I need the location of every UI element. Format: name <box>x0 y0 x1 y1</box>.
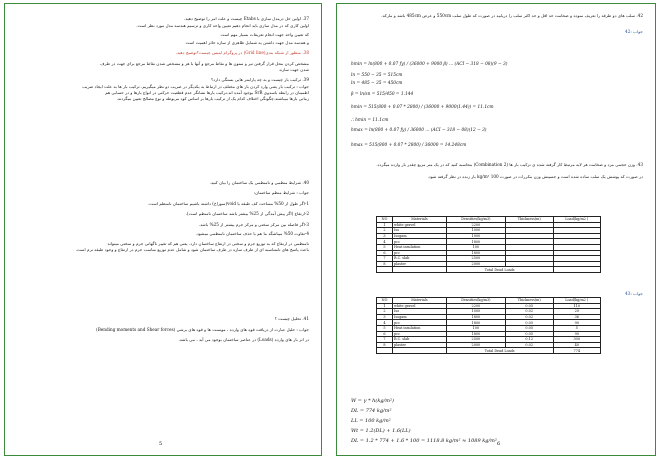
text-line: 40. شرایط منظمی و نامنظمی یک ساختمان را بیان کنید. <box>209 180 309 185</box>
total-value <box>553 267 601 273</box>
text-line: 39. ترکیب بار چیست و به چه پارامتر هایی بستگی دارد؟ <box>211 77 309 82</box>
materials-table-blank <box>376 216 601 273</box>
column-header: Load(kg/m2 ) <box>553 217 601 223</box>
text-line: 4-تفاوت 50% میباشگد ما هم با حذف ساختمان نامنظمی میشود. <box>195 231 309 236</box>
column-header: Thickness(m) <box>505 298 553 304</box>
formula-line: ln = 550 − 35 = 515cm <box>351 73 403 78</box>
table-cell: 2200 <box>446 222 505 228</box>
formula-line: ln = 485 − 35 = 450cm <box>351 81 403 86</box>
column-header: Materials <box>393 298 447 304</box>
total-label: Total Dead Loads <box>446 348 553 354</box>
table-cell: 2200 <box>446 303 505 309</box>
text-line: 3-اگر فاصله بین مرکز سختی و مرکز جرم بیشتر از 25% باشد. <box>198 222 309 227</box>
table-total-row <box>377 267 601 273</box>
table-cell: 1800 <box>446 250 505 256</box>
materials-table-filled <box>376 297 601 354</box>
column-header: Load(kg/m2 ) <box>553 298 601 304</box>
total-label: Total Dead Loads <box>446 267 553 273</box>
text-line: و هندسه مدل جهت داشتن یه شمایل ظاهری از سازه حائز اهمیت است <box>185 40 309 45</box>
text-line: اطمینان در رابطه باسدوی SrR بوجود آمده اند.ترکیب بارها نشانگر عدم قطعیت حرکتی در انواع بارها و در حسابی هم <box>105 90 309 95</box>
page-number: 5 <box>159 441 163 447</box>
table-cell: 90 <box>553 331 601 337</box>
page-6 <box>336 3 656 456</box>
table-cell: 1 <box>377 222 393 228</box>
table-cell: 1800 <box>446 239 505 245</box>
text-line: جواب : ترکیب بار یعنی وارد کردن بار های مختلف در ارتباط به یکدیگر در ضریب دو نظر میگیریم. ترکیب بار ها به علت ایجاد ضریب <box>82 84 309 89</box>
table-cell: 5 <box>553 325 601 331</box>
table-cell: 8 <box>377 342 393 348</box>
table-cell: plaster <box>393 342 447 348</box>
question-42: 42. سلب های دو طرفه را تعریف نموده و ضخامت حد اقل و حد اکثر سلب را دریابید در صورت که طول سلب 550cm و عرض 485cm باشد و مارکه. <box>381 13 643 18</box>
text-line: باعث پاسخ های نامتناسبه ای از طرف سازه در طرف ساختمان شود و شامل عدم توزیع مناسب جرم در ارتفاع و وجود طبقه نرم است. <box>75 247 309 252</box>
table-cell: 0.05 <box>505 331 553 337</box>
table-cell: 0.02 <box>505 314 553 320</box>
table-cell: 20 <box>553 309 601 315</box>
table-cell: Iso <box>393 228 447 234</box>
table-cell: 3 <box>377 314 393 320</box>
table-cell: 7 <box>377 256 393 262</box>
question-43-cont: در صورت که پوشش یک سلب ساده شده است و جسپتش وزن مکررات در صورت 100 kg/m² بار زنده در نظر گرفته شود. <box>427 174 643 179</box>
total-value: 774 <box>553 348 601 354</box>
table-cell: Isogam <box>393 233 447 239</box>
table-cell: 2000 <box>446 261 505 267</box>
table-cell: 2 <box>377 228 393 234</box>
table-cell: 2 <box>377 309 393 315</box>
table-cell: 5 <box>377 244 393 250</box>
text-line: 41. تحلیل چیست ؟ <box>274 316 309 321</box>
table-cell: Heat insulation <box>393 325 447 331</box>
table-cell: pcc <box>393 250 447 256</box>
table-cell: 100 <box>446 244 505 250</box>
table-cell: 2500 <box>446 337 505 343</box>
table-cell: 1800 <box>446 331 505 337</box>
table-cell: Heat insulation <box>393 244 447 250</box>
column-header: Densities(kg/m3) <box>446 298 505 304</box>
column-header: Thickness(m) <box>505 217 553 223</box>
text-line: در اثر بار های وارده (Loads) در عناصر ساختمان بوجود می آید ، می باشد. <box>178 337 309 342</box>
table-cell: 1 <box>377 303 393 309</box>
table-cell: 0.05 <box>505 325 553 331</box>
table-cell: 36 <box>553 314 601 320</box>
table-cell: 1000 <box>446 228 505 234</box>
table-cell: 1000 <box>446 233 505 239</box>
formula-line: hmin = 515(800 + 0.07 * 2800) / (36000 + 9000(1.44)) = 11.1cm <box>351 105 494 110</box>
formula-line: Wt = 1.2(DL) + 1.6(LL) <box>351 428 411 434</box>
table-cell <box>393 267 447 273</box>
table-cell: 8 <box>377 261 393 267</box>
page-number: 6 <box>497 441 501 447</box>
formula-line: DL = 1.2 * 774 + 1.6 * 100 = 1118.8 kg/m² ≈ 1089 kg/m² <box>351 438 497 444</box>
table-cell: R.C. slab <box>393 337 447 343</box>
table-cell: pcc <box>393 320 447 326</box>
column-header: NO <box>377 217 393 223</box>
table-cell: plaster <box>393 261 447 267</box>
table-cell: 6 <box>377 331 393 337</box>
table-cell <box>377 348 393 354</box>
table-cell: 3 <box>377 233 393 239</box>
table-cell <box>393 348 447 354</box>
table-cell: white gravel <box>393 222 447 228</box>
table-cell: Iso <box>393 309 447 315</box>
formula-line: DL = 774 kg/m² <box>351 408 392 414</box>
text-line: 37. اولین حل درمدل سازی با Etabs چیست و علت امر را توضیح دهید. <box>184 16 309 21</box>
table-cell: 1800 <box>446 320 505 326</box>
answer-43-label: جواب :43 <box>625 291 643 296</box>
table-cell: Isogam <box>393 314 447 320</box>
table-cell: 110 <box>553 303 601 309</box>
formula-line: hmin = ln(800 + 0.07 fy) / (36000 + 9000 β) ... (ACI − 318 − 08)(9 − 3) <box>351 62 508 67</box>
table-cell: 100 <box>446 325 505 331</box>
text-line: نامنظمی در ارتفاع که به توزیع جرم و سختی در ارتفاع ساختمان دارد. یعنی هم که تغییر ناگهانی جرم و سختی میتواند <box>107 241 309 246</box>
column-header: Materials <box>393 217 447 223</box>
table-cell: 2000 <box>446 342 505 348</box>
answer-42-label: جواب :42 <box>625 29 643 34</box>
table-cell: 0.02 <box>505 342 553 348</box>
table-cell: 5 <box>377 325 393 331</box>
text-line: 38. منظور از شبکه بندی(Grid line) در پروگرام ایتبس چیست؟توضیح دهید. <box>175 50 309 55</box>
column-header: NO <box>377 298 393 304</box>
table-cell: 1000 <box>446 309 505 315</box>
table-cell: 90 <box>553 320 601 326</box>
formula-line: hmax = ln(800 + 0.07 fy) / 36000 ... (ACI − 318 − 08)(12 − 3) <box>351 128 487 133</box>
page-5 <box>4 3 322 456</box>
table-cell <box>377 267 393 273</box>
table-cell: 4 <box>377 320 393 326</box>
table-cell: 0.02 <box>505 309 553 315</box>
table-cell: 4 <box>377 239 393 245</box>
table-cell: 7 <box>377 337 393 343</box>
table-cell: pcc <box>393 331 447 337</box>
table-cell: 0.05 <box>505 320 553 326</box>
table-cell: 40 <box>553 342 601 348</box>
text-line: زمانی بارها میباشند.چگونگی اختلاف کدام یک از ترکیب بارها بر اساس کود مربوطه و نوع مصالح تعیین میگردند. <box>116 96 309 101</box>
text-line: شدن جهت سازه. <box>278 67 309 72</box>
table-total-row <box>377 348 601 354</box>
text-line: جواب : شرایط منظم ساختمان: <box>253 190 309 195</box>
table-cell: pcc <box>393 239 447 245</box>
formula-line: LL = 100 kg/m² <box>351 418 391 424</box>
formula-line: β = ln/sn = 515/450 = 1.144 <box>351 92 414 97</box>
formula-line: hmax = 515(800 + 0.07 * 2800) / 36000 = 14.248cm <box>351 143 467 148</box>
table-cell: 0.12 <box>505 337 553 343</box>
text-line: مشخص کردن محل قرار گرفتن تیر و ستون ها و نقاط مرجع و آنها با هر و مشخص شدن نقاط مرجع برای جهت در طرف <box>100 61 309 66</box>
text-line: جواب : حلیل عبارت از دریافت قوه های وارده ، موسنت ها و قوه های برشی (Bending moments and Shear forces) <box>96 327 309 332</box>
question-43: 43. وزن حجمی مرد و ضخامت هر لایه مرتبط کار گرفته شده ی ترکیب بار ها (Combination 2) محاسبه کنید که در یک متر مربع چقدر بار وارده میگردد. <box>376 162 643 167</box>
table-cell: R.C. slab <box>393 256 447 262</box>
table-cell: 300 <box>553 337 601 343</box>
table-cell: 1800 <box>446 314 505 320</box>
text-line: 2-ارتفاع (اگر پیش آمدگی از 25% بیشتر باشد ساختمان نامنظم است). <box>185 211 309 216</box>
column-header: Densities(kg/m3) <box>446 217 505 223</box>
table-cell: 6 <box>377 250 393 256</box>
table-cell: 2500 <box>446 256 505 262</box>
formula-line: ∴ hmin = 11.1cm <box>351 118 389 123</box>
text-line: که تعیین واحد جهت انجام تعریفات بسیار مهم است <box>220 32 309 37</box>
text-line: اولین کاری که در مدل سازی باید انجام دهیم تعیین واحد کاری و ترسیم هندسه مدل مورد نظر است. <box>136 23 309 28</box>
text-line: 1-اگر طول از 50% مساحت کف طبقه یا void(سوراخ) داشته باشیم ساختمان نامنظم است. <box>147 201 309 206</box>
table-cell: 0.05 <box>505 303 553 309</box>
table-cell: white gravel <box>393 303 447 309</box>
formula-line: W = γ * h(kg/m²) <box>351 398 394 404</box>
